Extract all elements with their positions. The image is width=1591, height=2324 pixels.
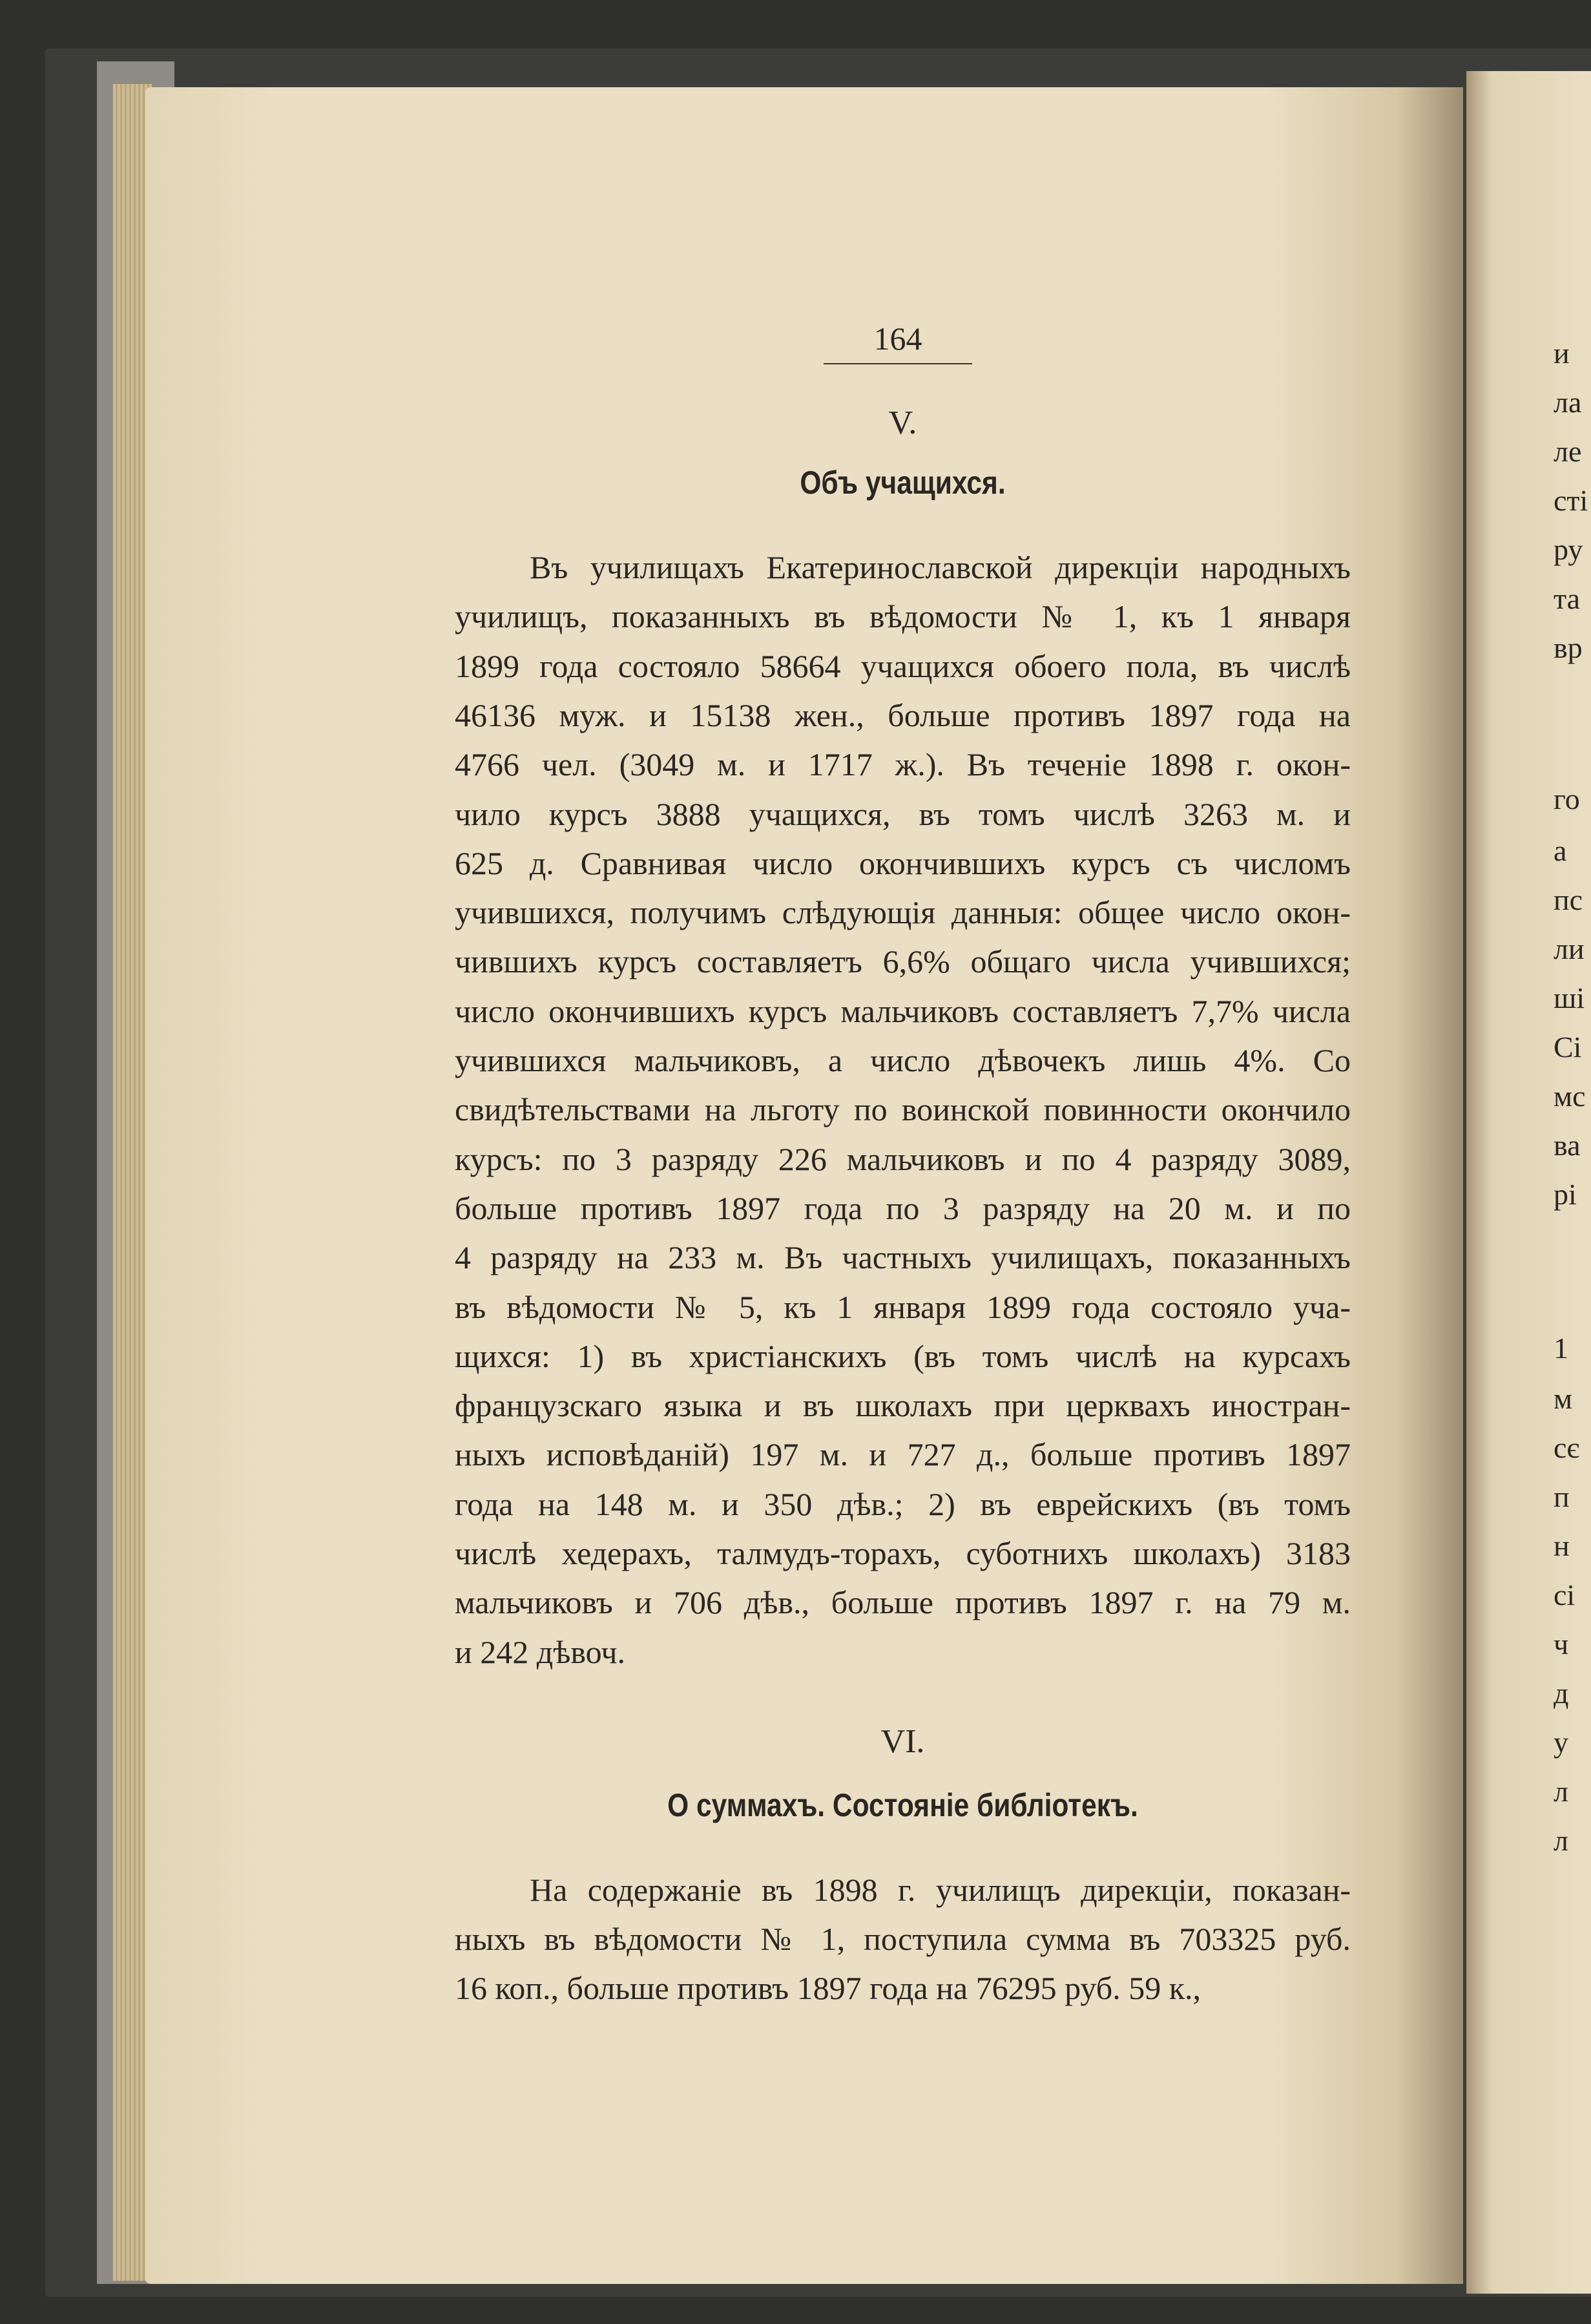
right-page-fragment: пс [1554,883,1583,916]
text-line: свидѣтельствами на льготу по воинской повинности окончило [455,1091,1351,1128]
right-page-fragment: 1 [1554,1332,1568,1365]
text-line: 625 д. Сравнивая число окончившихъ курсъ съ числомъ [455,844,1351,881]
text-line: чившихъ курсъ составляетъ 6,6% общаго числа учившихся; [455,943,1351,980]
page-number-rule [824,363,972,364]
right-page-fragment: и [1554,337,1570,370]
text-line: и 242 дѣвоч. [455,1633,625,1670]
right-page-fragment: ле [1554,435,1582,468]
right-page-fragment: д [1554,1677,1569,1710]
right-page-fragment: вр [1554,631,1583,664]
text-line: 4766 чел. (3049 м. и 1717 ж.). Въ теченіе 1898 г. окон- [455,746,1351,783]
section-6-number: VI. [880,1723,925,1760]
right-page-fragment: у [1554,1726,1568,1759]
right-page-fragment: Сі [1554,1031,1582,1063]
text-line: числѣ хедерахъ, талмудъ-торахъ, суботнихъ школахъ) 3183 [455,1535,1351,1571]
text-line: въ вѣдомости № 5, къ 1 января 1899 года состояло уча- [455,1288,1351,1325]
text-line: щихся: 1) въ христіанскихъ (въ томъ числѣ на курсахъ [455,1337,1351,1374]
right-page-fragment: п [1554,1480,1570,1513]
right-page-fragment: н [1554,1529,1570,1562]
right-page-fragment: рі [1554,1178,1577,1211]
section-5-number: V. [888,404,917,441]
text-line: чило курсъ 3888 учащихся, въ томъ числѣ 3263 м. и [455,795,1351,832]
text-line: больше противъ 1897 года по 3 разряду на 20 м. и по [455,1189,1351,1226]
text-line: На содержаніе въ 1898 г. училищъ дирекціи, показан- [530,1872,1351,1908]
text-line: ныхъ въ вѣдомости № 1, поступила сумма въ 703325 руб. [455,1921,1351,1957]
right-page-fragment: та [1554,582,1581,615]
text-line: училищъ, показанныхъ въ вѣдомости № 1, къ 1 января [455,598,1351,635]
right-page-fragment: л [1554,1775,1568,1808]
right-page-fragment: сі [1554,1578,1575,1611]
right-page-fragment: сє [1554,1431,1580,1464]
right-page-fragment: мс [1554,1080,1586,1113]
text-line: 16 коп., больше противъ 1897 года на 76295 руб. 59 к., [455,1970,1201,2006]
text-line: года на 148 м. и 350 дѣв.; 2) въ еврейскихъ (въ томъ [455,1485,1351,1522]
text-line: Въ училищахъ Екатеринославской дирекціи народныхъ [530,549,1351,585]
right-page [1466,71,1591,2294]
right-page-fragment: ва [1554,1129,1581,1162]
text-line: французскаго языка и въ школахъ при церквахъ иностран- [455,1387,1351,1424]
right-page-fragment: ру [1554,533,1583,566]
text-line: число окончившихъ курсъ мальчиковъ составляетъ 7,7% числа [455,992,1351,1029]
text-line: учившихся мальчиковъ, а число дѣвочекъ лишь 4%. Со [455,1042,1351,1078]
text-line: 46136 муж. и 15138 жен., больше противъ 1897 года на [455,696,1351,733]
page-number: 164 [873,320,922,357]
text-line: 1899 года состояло 58664 учащихся обоего пола, въ числѣ [455,647,1351,684]
right-page-fragment: ли [1554,932,1585,965]
right-page-fragment: ші [1554,981,1585,1014]
right-page-fragment: л [1554,1824,1568,1857]
right-page-fragment: м [1554,1382,1573,1415]
right-page-fragment: а [1554,834,1567,867]
text-line: учившихся, получимъ слѣдующія данныя: общее число окон- [455,894,1351,931]
text-line: ныхъ исповѣданій) 197 м. и 727 д., больше противъ 1897 [455,1436,1351,1473]
text-line: 4 разряду на 233 м. Въ частныхъ училищахъ, показанныхъ [455,1239,1351,1276]
section-5-title: Объ учащихся. [800,465,1006,501]
right-page-fragment: ч [1554,1628,1569,1660]
right-page-fragment: ла [1554,386,1582,419]
text-line: мальчиковъ и 706 дѣв., больше противъ 1897 г. на 79 м. [455,1584,1351,1621]
text-line: курсъ: по 3 разряду 226 мальчиковъ и по 4 разряду 3089, [455,1140,1351,1177]
right-page-fragment: го [1554,782,1580,815]
right-page-fragment: сті [1554,484,1588,517]
section-6-title: О суммахъ. Состояніе библіотекъ. [667,1787,1138,1823]
